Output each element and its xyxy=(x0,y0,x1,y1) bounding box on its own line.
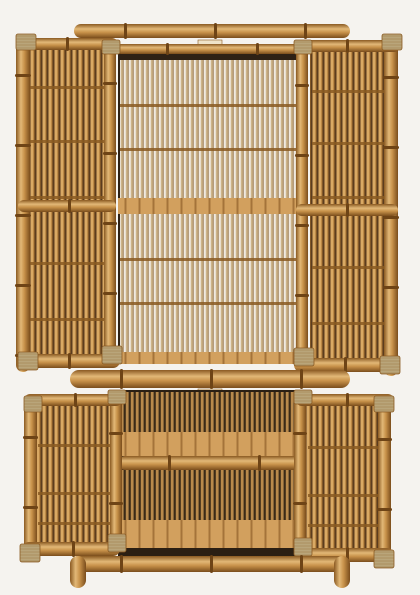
upper-back-panel-top xyxy=(120,60,300,200)
upper-left-door-outer-stile-node xyxy=(15,74,31,77)
upper-right-door-inner-stile-node xyxy=(295,224,309,227)
lower-back-panel-top xyxy=(120,392,300,432)
middle-rail-node xyxy=(210,369,213,389)
lower-left-door-inner-stile-node xyxy=(109,432,123,435)
lower-left-door-inner-stile-node xyxy=(109,502,123,505)
door-crossbar xyxy=(38,492,110,495)
upper-left-door-inner-stile-node xyxy=(103,292,117,295)
door-crossbar xyxy=(312,90,388,93)
lower-floor-slats xyxy=(118,520,302,548)
door-crossbar xyxy=(312,266,388,269)
lower-shelf-surface xyxy=(118,432,302,456)
top-rail-node xyxy=(124,23,127,39)
top-rail xyxy=(74,24,350,38)
upper-right-door-outer-stile-node xyxy=(383,76,399,79)
door-crossbar xyxy=(30,140,108,143)
corner-wrap xyxy=(374,550,394,568)
upper-right-door-top-rail-node xyxy=(346,39,349,53)
door-crossbar xyxy=(30,318,108,321)
lower-left-door-bottom-rail-node xyxy=(72,541,75,557)
corner-wrap xyxy=(108,534,126,552)
upper-bottom-shelf xyxy=(118,352,302,364)
lower-back-panel-bottom xyxy=(120,470,300,520)
right-foot xyxy=(334,556,350,588)
upper-left-door-top-rail-node xyxy=(66,37,69,51)
door-crossbar xyxy=(30,262,108,265)
lower-right-door-top-rail-node xyxy=(346,393,349,407)
upper-left-door-inner-stile-node xyxy=(103,82,117,85)
upper-left-door-outer-stile-node xyxy=(15,214,31,217)
upper-right-door-inner-stile-node xyxy=(295,84,309,87)
door-crossbar xyxy=(38,522,110,525)
left-foot xyxy=(70,556,86,588)
corner-wrap xyxy=(18,352,38,370)
lower-left-door-top-rail-node xyxy=(74,393,77,407)
back-crossbar xyxy=(120,258,300,261)
lower-left-door-outer-stile-node xyxy=(23,506,38,509)
lower-left-door-inner-stile xyxy=(110,392,122,548)
base-rail-node xyxy=(300,555,303,573)
upper-left-door-middle-rail-node xyxy=(68,199,71,213)
upper-left-door-bottom-rail-node xyxy=(68,353,71,369)
corner-wrap xyxy=(294,538,312,556)
lower-right-door-outer-stile-node xyxy=(377,508,392,511)
upper-right-door-bottom-rail-node xyxy=(344,357,347,373)
lower-right-door-panel xyxy=(306,402,382,550)
upper-left-door-middle-rail xyxy=(18,200,116,212)
upper-right-door-inner-stile-node xyxy=(295,154,309,157)
middle-rail-node xyxy=(300,369,303,389)
upper-middle-shelf xyxy=(118,198,302,214)
back-crossbar xyxy=(120,148,300,151)
door-crossbar xyxy=(30,86,108,89)
corner-wrap xyxy=(380,356,400,374)
lower-right-door-inner-stile xyxy=(294,392,306,552)
middle-rail-node xyxy=(120,369,123,389)
door-crossbar xyxy=(312,196,388,199)
lower-shelf-front-rail-node xyxy=(168,455,171,471)
upper-left-door-inner-stile-node xyxy=(103,222,117,225)
door-crossbar xyxy=(312,322,388,325)
upper-inner-top-rail xyxy=(116,44,302,54)
door-crossbar xyxy=(308,524,380,527)
upper-right-door-middle-rail-node xyxy=(346,203,349,217)
door-crossbar xyxy=(312,142,388,145)
corner-wrap xyxy=(294,348,314,366)
corner-wrap xyxy=(102,346,122,364)
lower-shelf-front-rail xyxy=(118,456,302,470)
lower-shelf-front-rail-node xyxy=(258,455,261,471)
upper-right-door-outer-stile-node xyxy=(383,146,399,149)
upper-back-panel-bottom xyxy=(120,214,300,354)
lower-right-door-outer-stile xyxy=(378,398,391,566)
lower-right-door-outer-stile-node xyxy=(377,438,392,441)
upper-right-door-inner-stile-node xyxy=(295,294,309,297)
base-rail-node xyxy=(120,555,123,573)
upper-left-door-inner-stile-node xyxy=(103,152,117,155)
upper-inner-top-rail-node xyxy=(256,43,259,55)
lower-right-door-inner-stile-node xyxy=(293,432,307,435)
lower-left-door-outer-stile-node xyxy=(23,436,38,439)
upper-inner-top-rail-node xyxy=(166,43,169,55)
back-crossbar xyxy=(120,104,300,107)
top-rail-node xyxy=(304,23,307,39)
upper-left-door-outer-stile-node xyxy=(15,144,31,147)
door-crossbar xyxy=(308,494,380,497)
upper-right-door-outer-stile-node xyxy=(383,216,399,219)
upper-left-door-outer-stile-node xyxy=(15,284,31,287)
door-crossbar xyxy=(308,446,380,449)
top-rail-node xyxy=(214,23,217,39)
base-rail-node xyxy=(210,555,213,573)
door-crossbar xyxy=(30,196,108,199)
door-crossbar xyxy=(38,444,110,447)
upper-right-door-outer-stile-node xyxy=(383,286,399,289)
corner-wrap xyxy=(20,544,40,562)
back-crossbar xyxy=(120,302,300,305)
lower-left-door-outer-stile xyxy=(24,396,37,560)
lower-right-door-inner-stile-node xyxy=(293,502,307,505)
